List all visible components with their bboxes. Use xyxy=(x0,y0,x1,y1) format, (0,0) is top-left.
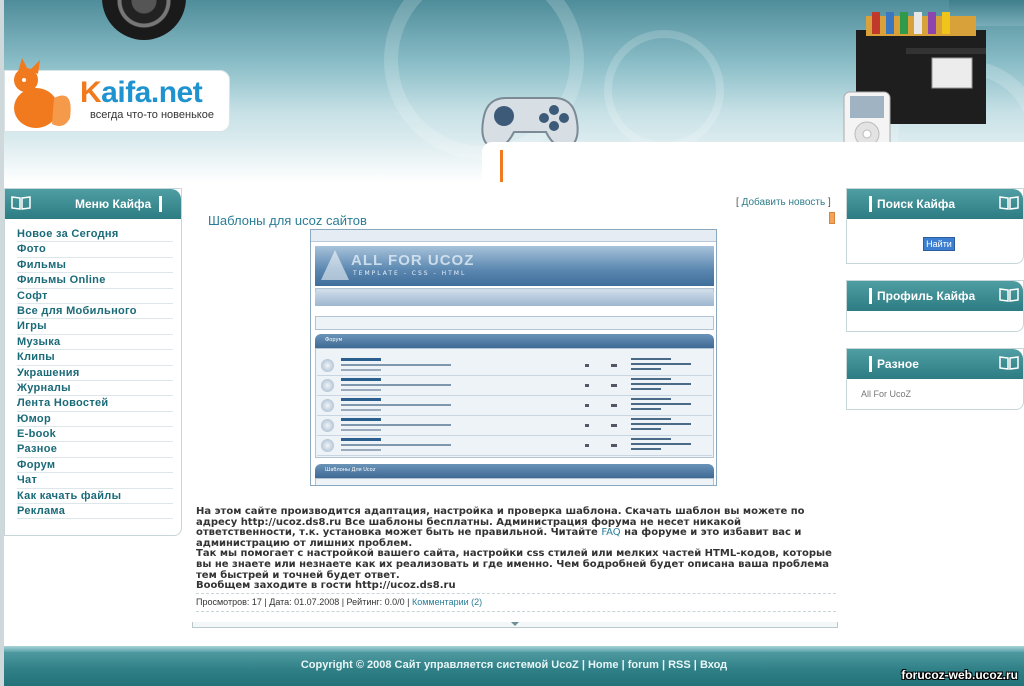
screenshot-breadcrumb xyxy=(315,292,714,306)
book-icon xyxy=(11,195,31,210)
left-menu-box xyxy=(4,188,182,536)
screenshot-templates-bar xyxy=(315,464,714,478)
screenshot-logo-shape xyxy=(321,250,349,280)
screenshot-sub: TEMPLATE - CSS - HTML xyxy=(353,270,467,277)
footer-home-link[interactable]: Home xyxy=(587,659,619,671)
menu-item[interactable]: Разное xyxy=(17,442,173,457)
menu-item[interactable]: Фильмы Online xyxy=(17,273,173,288)
site-footer xyxy=(4,646,1024,686)
divider xyxy=(196,611,836,612)
book-icon xyxy=(999,195,1019,210)
book-icon xyxy=(999,287,1019,302)
footer-separator: | xyxy=(581,659,585,671)
menu-item[interactable]: Игры xyxy=(17,319,173,334)
screenshot-row xyxy=(317,376,712,396)
left-menu-title: Меню Кайфа xyxy=(75,197,152,211)
misc-box-title: Разное xyxy=(877,357,919,371)
header-accent-bar xyxy=(500,150,503,182)
menu-item[interactable]: Новое за Сегодня xyxy=(17,227,173,242)
menu-item[interactable]: Журналы xyxy=(17,381,173,396)
post-bottom-bar xyxy=(192,622,838,628)
screenshot-row xyxy=(317,416,712,436)
menu-item[interactable]: Украшения xyxy=(17,366,173,381)
faq-link[interactable]: FAQ xyxy=(601,527,621,539)
header-bar xyxy=(869,356,872,372)
post-text-p1: На этом сайте производится адаптация, настройка и проверка шаблона. Скачать шаблон вы можете по адресу http://ucoz.ds8.ru Все шаблоны бесплатны. Администрация форума не несет никакой ответственности, т.к. установка может быть не правильной. Читайте xyxy=(196,506,805,539)
screenshot-templates-label: Шаблоны Для Ucoz xyxy=(325,467,376,473)
post-text-p4: Вообщем заходите в гости http://ucoz.ds8.ru xyxy=(196,580,456,592)
menu-item[interactable]: Фото xyxy=(17,242,173,257)
footer-highlight xyxy=(4,646,1024,652)
profile-box-header xyxy=(847,281,1023,311)
page xyxy=(4,0,1024,686)
header-bar xyxy=(869,196,872,212)
post-text-p3: Так мы помогает с настройкой вашего сайта, настройки css стилей или мелких частей HTML-кодов, которые вы не знаете или незнаете как их реализовать и где именно. Чем бодробней будет описана ваша проблема тем быстрей и точней будет ответ. xyxy=(196,548,832,581)
post-meta-info: Просмотров: 17 | Дата: 01.07.2008 | Рейтинг: 0.0/0 | xyxy=(196,597,412,607)
book-icon xyxy=(999,355,1019,370)
search-button[interactable]: Найти xyxy=(923,237,955,251)
search-box-header xyxy=(847,189,1023,219)
logo-text[interactable]: Kaifa.net xyxy=(80,76,203,109)
menu-item[interactable]: Форум xyxy=(17,458,173,473)
left-menu-list xyxy=(5,219,181,519)
menu-item[interactable]: Реклама xyxy=(17,504,173,519)
footer-login-link[interactable]: Вход xyxy=(699,659,728,671)
post-screenshot xyxy=(310,229,717,486)
footer-text xyxy=(4,659,1024,671)
screenshot-banner xyxy=(315,246,714,286)
screenshot-row xyxy=(317,396,712,416)
screenshot-topbar xyxy=(311,230,716,242)
post-title[interactable]: Шаблоны для ucoz сайтов xyxy=(208,213,367,228)
rss-icon[interactable] xyxy=(829,212,835,224)
misc-link-allforucoz[interactable]: All For UcoZ xyxy=(861,389,912,399)
footer-copyright: Copyright © 2008 Сайт управляется системой UcoZ xyxy=(300,659,579,671)
speaker-icon xyxy=(102,0,186,40)
post-body xyxy=(196,507,836,592)
menu-item[interactable]: Клипы xyxy=(17,350,173,365)
add-news-label[interactable]: Добавить новость xyxy=(741,197,826,208)
gamepad-icon xyxy=(474,86,586,150)
comments-link[interactable]: Комментарии (2) xyxy=(411,597,483,607)
search-box xyxy=(846,188,1024,264)
screenshot-logo: ALL FOR UCOZ xyxy=(351,252,475,269)
menu-item[interactable]: Как качать файлы xyxy=(17,489,173,504)
left-menu-header xyxy=(5,189,181,219)
profile-box-title: Профиль Кайфа xyxy=(877,289,976,303)
screenshot-row xyxy=(317,436,712,456)
header-content-strip xyxy=(482,142,1024,182)
add-news-link[interactable]: [ Добавить новость ] xyxy=(736,197,831,208)
profile-box xyxy=(846,280,1024,332)
screenshot-row xyxy=(317,356,712,376)
screenshot-forum-label: Форум xyxy=(325,337,343,343)
menu-item[interactable]: Юмор xyxy=(17,412,173,427)
screenshot-info-panel xyxy=(315,316,714,330)
menu-item[interactable]: Чат xyxy=(17,473,173,488)
menu-item[interactable]: E-book xyxy=(17,427,173,442)
search-box-title: Поиск Кайфа xyxy=(877,197,956,211)
footer-separator: | xyxy=(621,659,625,671)
arrow-down-icon xyxy=(511,622,519,626)
logo-slogan: всегда что-то новенькое xyxy=(90,109,214,121)
menu-item[interactable]: Музыка xyxy=(17,335,173,350)
post-text-p2: на форуме и это избавит вас и администрацию от лишних проблем. xyxy=(196,527,802,549)
watermark: forucoz-web.ucoz.ru xyxy=(901,668,1018,682)
divider xyxy=(196,593,836,594)
screenshot-forum-bar xyxy=(315,334,714,348)
menu-item[interactable]: Лента Новостей xyxy=(17,396,173,411)
misc-box-header xyxy=(847,349,1023,379)
footer-separator: | xyxy=(693,659,697,671)
footer-separator: | xyxy=(661,659,666,671)
screenshot-templates-list xyxy=(315,478,714,486)
menu-item[interactable]: Фильмы xyxy=(17,258,173,273)
menu-item[interactable]: Софт xyxy=(17,289,173,304)
menu-item[interactable]: Все для Мобильного xyxy=(17,304,173,319)
fox-logo-icon[interactable] xyxy=(6,58,76,138)
header-bar xyxy=(159,196,162,212)
post-meta xyxy=(196,597,482,607)
site-header xyxy=(4,0,1024,182)
footer-forum-link[interactable]: forum xyxy=(627,659,659,671)
header-swirl xyxy=(604,30,724,150)
misc-box xyxy=(846,348,1024,410)
footer-rss-link[interactable]: RSS xyxy=(668,659,691,671)
header-bar xyxy=(869,288,872,304)
